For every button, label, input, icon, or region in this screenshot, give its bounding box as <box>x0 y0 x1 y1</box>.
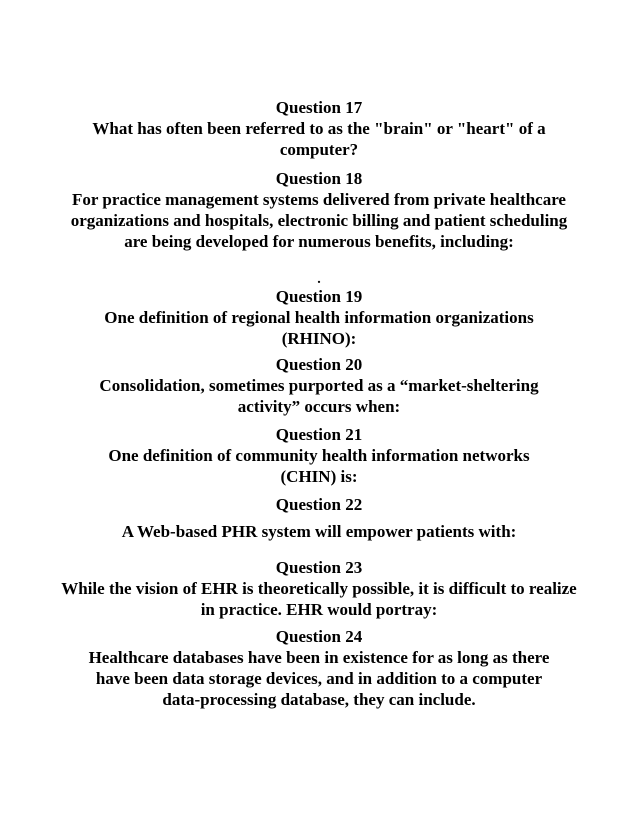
question-24 <box>58 626 580 710</box>
separator-dot: . <box>317 272 321 287</box>
question-17 <box>58 97 580 160</box>
question-title: Question 18 <box>275 169 363 188</box>
question-20 <box>58 354 580 417</box>
question-text: A Web-based PHR system will empower patients with: <box>121 522 517 541</box>
question-21 <box>58 424 580 487</box>
question-text: One definition of community health information networks (CHIN) is: <box>108 446 530 486</box>
question-title: Question 24 <box>275 627 363 646</box>
question-22 <box>58 494 580 542</box>
question-title: Question 19 <box>275 287 363 306</box>
question-19 <box>58 286 580 349</box>
question-23 <box>58 557 580 620</box>
question-title: Question 20 <box>275 355 363 374</box>
question-title: Question 17 <box>275 98 363 117</box>
question-title: Question 22 <box>275 495 363 514</box>
question-text: For practice management systems delivered from private healthcare organizations and hospitals, electronic billing and patient scheduling are being developed for numerous benefits, including: <box>70 190 568 251</box>
question-title: Question 21 <box>275 425 363 444</box>
question-text: Healthcare databases have been in existence for as long as there have been data storage devices, and in addition to a computer data-processing database, they can include. <box>88 648 550 709</box>
question-text: While the vision of EHR is theoretically possible, it is difficult to realize in practice. EHR would portray: <box>61 579 577 619</box>
question-text: One definition of regional health information organizations (RHINO): <box>104 308 534 348</box>
question-text: What has often been referred to as the "brain" or "heart" of a computer? <box>92 119 546 159</box>
question-18 <box>58 168 580 252</box>
question-title: Question 23 <box>275 558 363 577</box>
question-text: Consolidation, sometimes purported as a “market-sheltering activity” occurs when: <box>99 376 539 416</box>
